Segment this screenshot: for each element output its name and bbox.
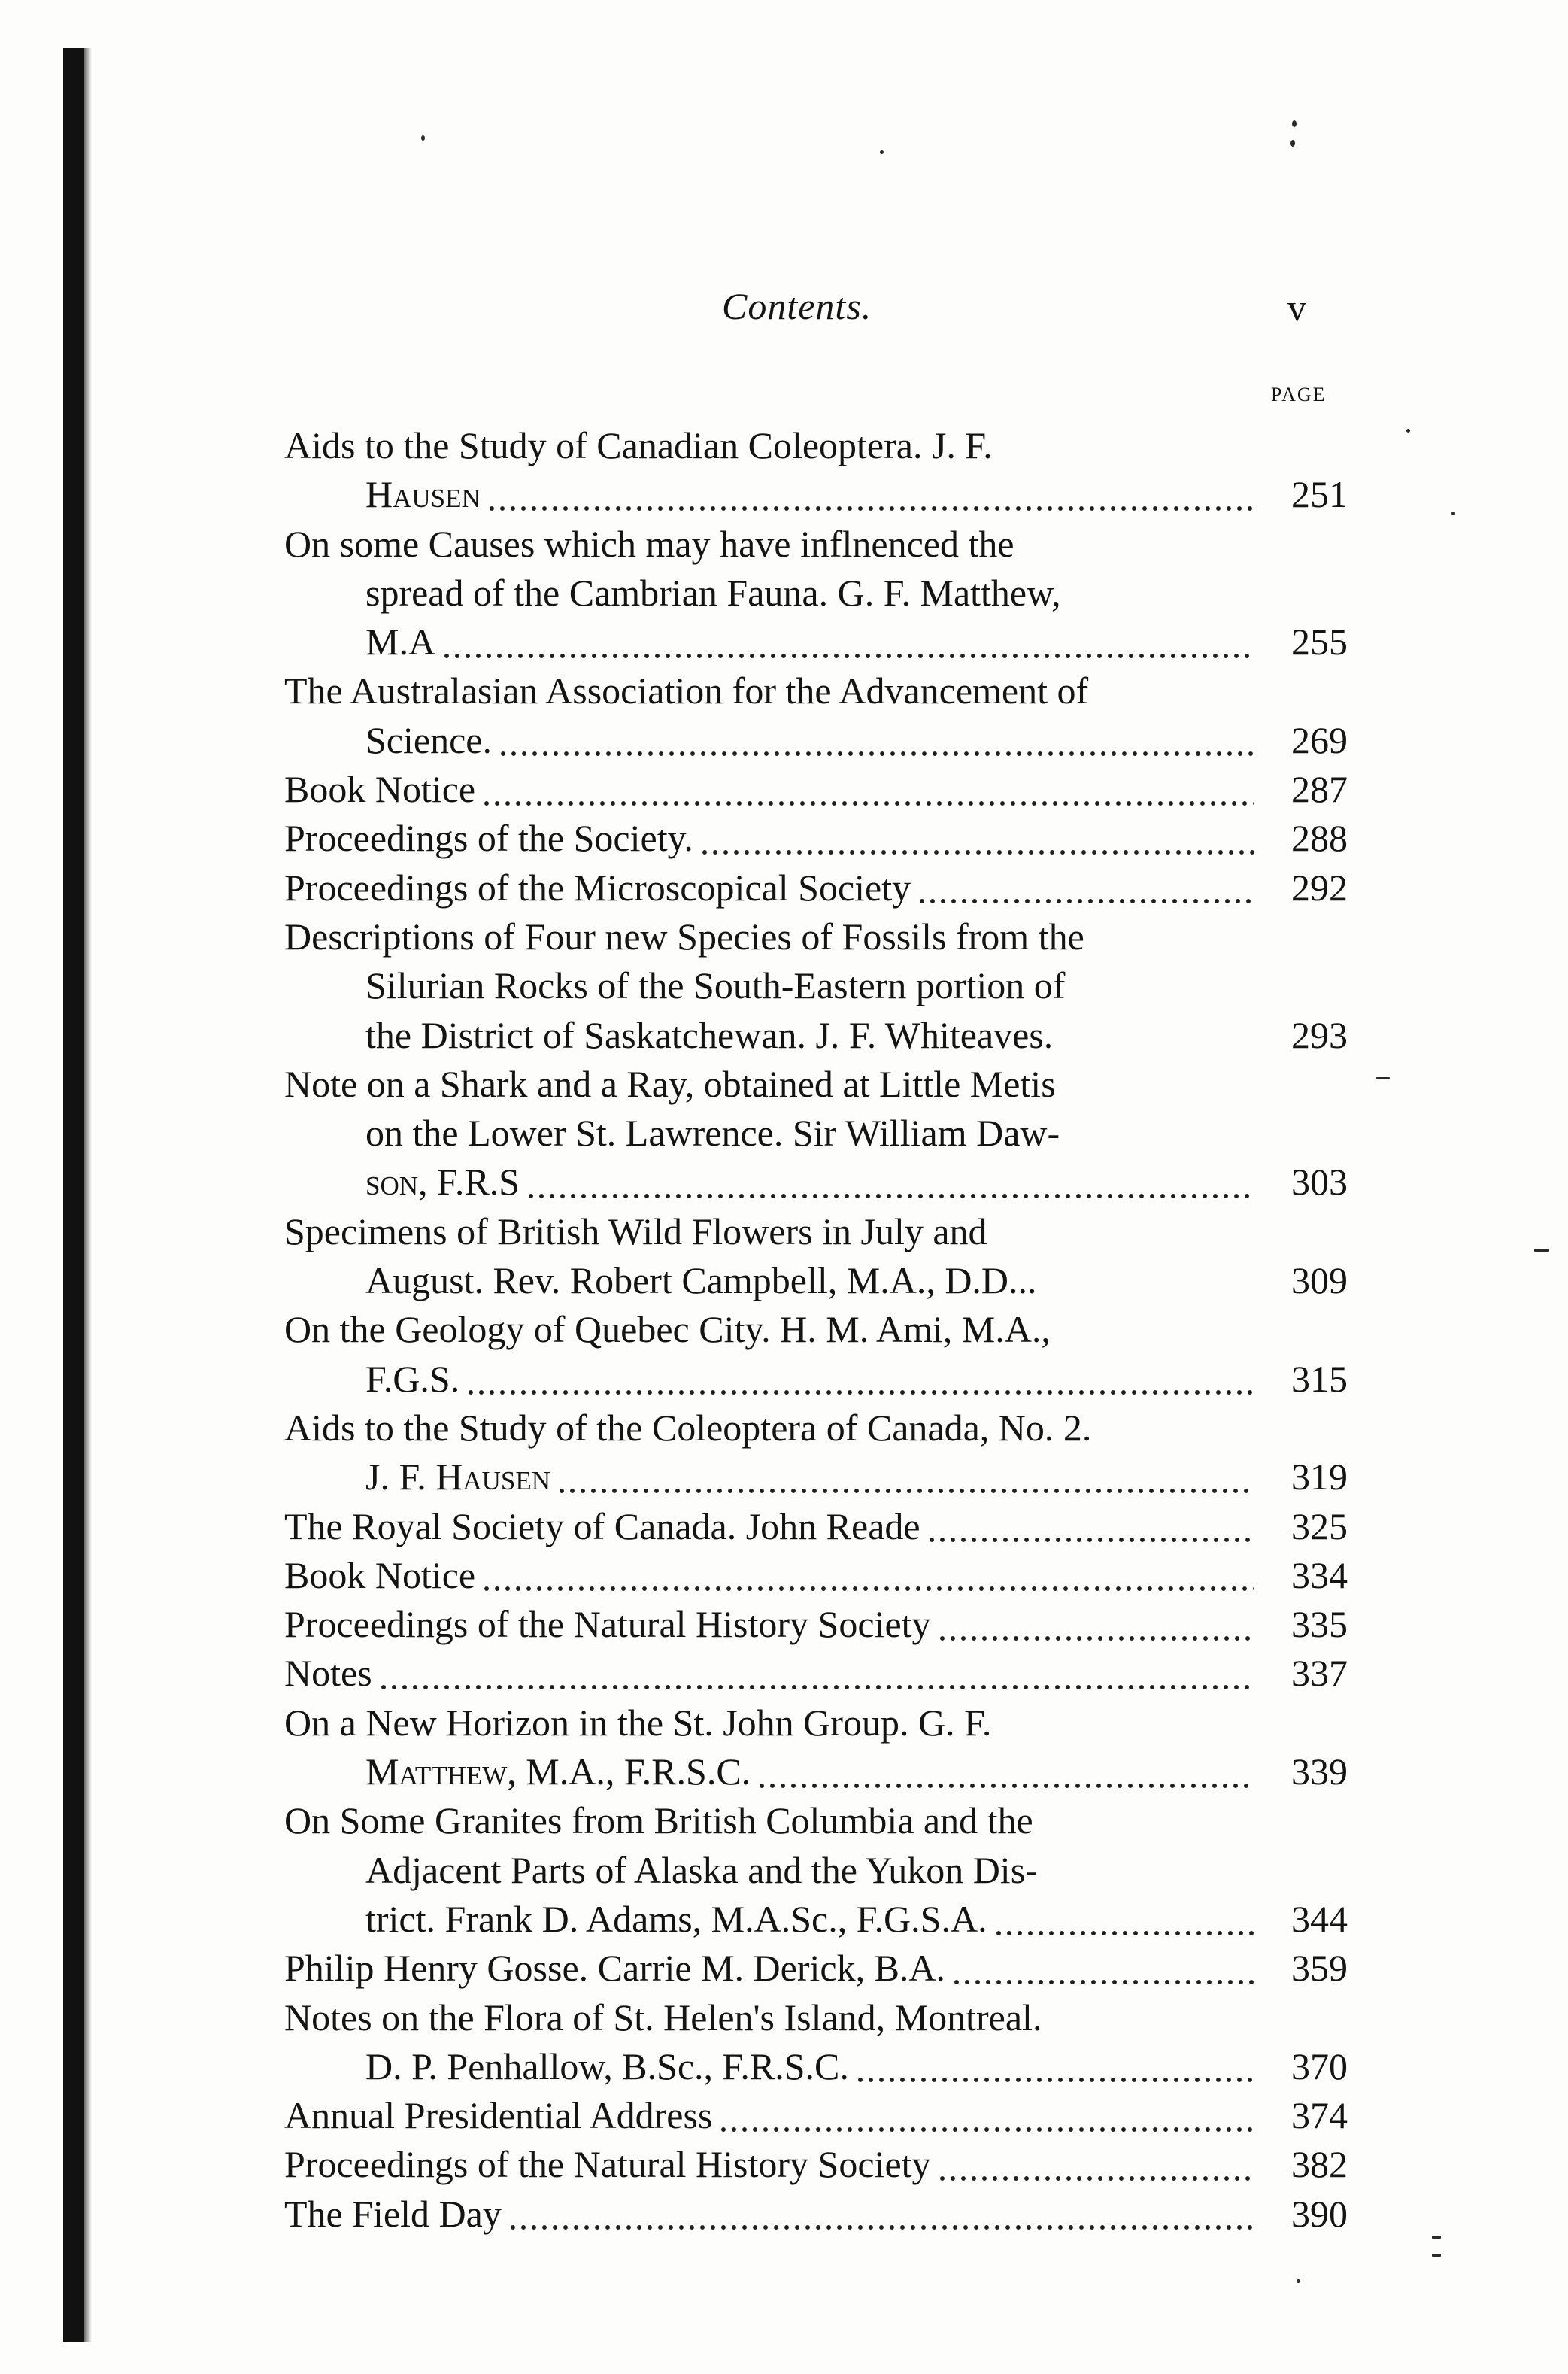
- toc-line: [284, 814, 1348, 863]
- dot-leader: [557, 1477, 1254, 1495]
- toc-page-number: 337: [1291, 1652, 1348, 1695]
- dot-leader: [487, 494, 1254, 512]
- toc-line-text: on the Lower St. Lawrence. Sir William Daw-: [365, 1112, 1060, 1155]
- toc-line-text: Descriptions of Four new Species of Fossils from the: [284, 915, 1084, 958]
- scan-speck: [1432, 2254, 1441, 2257]
- toc-line: [284, 961, 1348, 1010]
- toc-line-text: D. P. Penhallow, B.Sc., F.R.S.C.: [365, 2045, 849, 2087]
- toc-line: [284, 1993, 1348, 2042]
- binding-shadow: [63, 48, 84, 2342]
- toc-line-text: Hausen: [365, 473, 481, 516]
- toc-line-text: Proceedings of the Society.: [284, 817, 693, 860]
- dot-leader: [993, 1919, 1254, 1937]
- table-of-contents: [284, 421, 1348, 2239]
- toc-line: [284, 666, 1348, 715]
- toc-line: [284, 2190, 1348, 2239]
- toc-line: [284, 1207, 1348, 1256]
- toc-line: [284, 618, 1348, 666]
- toc-line-text: trict. Frank D. Adams, M.A.Sc., F.G.S.A.: [365, 1897, 987, 1940]
- toc-page-number: 325: [1291, 1504, 1348, 1547]
- toc-line-text: F.G.S.: [365, 1357, 460, 1400]
- dot-leader: [508, 2213, 1254, 2231]
- binding-shadow-fade: [84, 48, 92, 2342]
- toc-page-number: 370: [1291, 2045, 1348, 2087]
- dot-leader: [855, 2066, 1254, 2084]
- toc-line: [284, 1109, 1348, 1158]
- toc-page-number: 359: [1291, 1947, 1348, 1990]
- dot-leader: [951, 1968, 1254, 1986]
- toc-line: [284, 2042, 1348, 2091]
- toc-line: [284, 470, 1348, 519]
- toc-line-text: The Field Day: [284, 2192, 502, 2235]
- dot-leader: [699, 838, 1254, 856]
- toc-line: [284, 716, 1348, 765]
- toc-page-number: 288: [1291, 817, 1348, 860]
- toc-line: [284, 1699, 1348, 1747]
- toc-page-number: 382: [1291, 2143, 1348, 2186]
- dot-leader: [378, 1673, 1254, 1691]
- dot-leader: [757, 1771, 1254, 1790]
- dot-leader: [1059, 1034, 1254, 1052]
- toc-page-number: 269: [1291, 718, 1348, 761]
- scan-speck: [1406, 429, 1410, 433]
- toc-line-text: On a New Horizon in the St. John Group. G. F.: [284, 1701, 992, 1744]
- toc-line-text: Proceedings of the Natural History Society: [284, 1603, 931, 1646]
- toc-page-number: 374: [1291, 2094, 1348, 2137]
- toc-line: [284, 421, 1348, 470]
- scan-speck: [1290, 140, 1295, 147]
- toc-line: [284, 1404, 1348, 1453]
- scan-speck: [1432, 2236, 1441, 2239]
- toc-line-text: Philip Henry Gosse. Carrie M. Derick, B.A.: [284, 1947, 946, 1990]
- toc-line: [284, 1600, 1348, 1649]
- toc-line: [284, 1453, 1348, 1501]
- dot-leader: [481, 789, 1254, 807]
- toc-line-text: Matthew, M.A., F.R.S.C.: [365, 1750, 751, 1793]
- toc-line-text: Aids to the Study of the Coleoptera of Canada, No. 2.: [284, 1406, 1092, 1449]
- toc-line: [284, 1502, 1348, 1551]
- toc-page-number: 339: [1291, 1750, 1348, 1793]
- toc-line-text: Adjacent Parts of Alaska and the Yukon Dis-: [365, 1848, 1038, 1891]
- toc-line: [284, 1305, 1348, 1354]
- dot-leader: [441, 642, 1254, 660]
- scan-speck: [1534, 1249, 1549, 1252]
- toc-page-number: 303: [1291, 1161, 1348, 1204]
- toc-line-text: August. Rev. Robert Campbell, M.A., D.D...: [365, 1259, 1037, 1302]
- toc-line: [284, 1747, 1348, 1796]
- toc-line-text: spread of the Cambrian Fauna. G. F. Matthew,: [365, 571, 1061, 614]
- page-column-heading: PAGE: [1271, 384, 1327, 405]
- toc-line: [284, 569, 1348, 618]
- toc-line: [284, 520, 1348, 569]
- dot-leader: [1043, 1280, 1254, 1298]
- dot-leader: [927, 1525, 1254, 1544]
- toc-line-text: Proceedings of the Microscopical Society: [284, 866, 911, 909]
- dot-leader: [937, 2164, 1254, 2182]
- toc-page-number: 344: [1291, 1897, 1348, 1940]
- dot-leader: [937, 1624, 1254, 1642]
- toc-page-number: 334: [1291, 1553, 1348, 1596]
- toc-line-text: Book Notice: [284, 1553, 476, 1596]
- dot-leader: [917, 887, 1254, 905]
- toc-line: [284, 912, 1348, 961]
- toc-line-text: M.A: [365, 621, 436, 663]
- toc-line-text: Notes on the Flora of St. Helen's Island, Montreal.: [284, 1996, 1042, 2039]
- toc-line-text: On some Causes which may have inflnenced the: [284, 522, 1014, 565]
- toc-line-text: Notes: [284, 1652, 372, 1695]
- scan-speck: [1292, 120, 1297, 127]
- toc-page-number: 251: [1291, 473, 1348, 516]
- dot-leader: [481, 1574, 1254, 1592]
- scan-speck: [421, 135, 425, 141]
- dot-leader: [526, 1182, 1254, 1200]
- toc-page-number: 255: [1291, 621, 1348, 663]
- running-head: Contents.: [722, 285, 872, 327]
- toc-line: [284, 2091, 1348, 2140]
- toc-line-text: J. F. Hausen: [365, 1456, 551, 1498]
- toc-page-number: 309: [1291, 1259, 1348, 1302]
- toc-line: [284, 765, 1348, 814]
- toc-line: [284, 1551, 1348, 1600]
- page-number: v: [1287, 287, 1306, 329]
- toc-line: [284, 1796, 1348, 1845]
- dot-leader: [498, 739, 1254, 757]
- toc-line: [284, 1895, 1348, 1944]
- toc-page-number: 292: [1291, 866, 1348, 909]
- scan-speck: [1451, 512, 1455, 515]
- toc-page-number: 390: [1291, 2192, 1348, 2235]
- toc-line-text: Book Notice: [284, 768, 476, 811]
- toc-line: [284, 1649, 1348, 1698]
- toc-line: [284, 1355, 1348, 1404]
- toc-line: [284, 2140, 1348, 2189]
- toc-line: [284, 1944, 1348, 1993]
- toc-line-text: The Australasian Association for the Advancement of: [284, 669, 1089, 712]
- scan-speck: [1376, 1077, 1390, 1079]
- toc-line-text: Silurian Rocks of the South-Eastern portion of: [365, 964, 1066, 1007]
- toc-line: [284, 1011, 1348, 1060]
- toc-line: [284, 1158, 1348, 1207]
- toc-line-text: Science.: [365, 718, 492, 761]
- toc-page-number: 293: [1291, 1013, 1348, 1056]
- toc-line: [284, 1256, 1348, 1305]
- toc-line-text: On Some Granites from British Columbia and the: [284, 1799, 1033, 1842]
- toc-page-number: 315: [1291, 1357, 1348, 1400]
- toc-page-number: 287: [1291, 768, 1348, 811]
- toc-line-text: son, F.R.S: [365, 1161, 520, 1204]
- toc-line-text: Note on a Shark and a Ray, obtained at Little Metis: [284, 1062, 1056, 1105]
- scan-speck: [1297, 2279, 1300, 2283]
- toc-line-text: Aids to the Study of Canadian Coleoptera. J. F.: [284, 424, 993, 466]
- toc-line-text: On the Geology of Quebec City. H. M. Ami, M.A.,: [284, 1308, 1051, 1351]
- toc-line-text: Proceedings of the Natural History Society: [284, 2143, 931, 2186]
- toc-line-text: Specimens of British Wild Flowers in July and: [284, 1210, 987, 1252]
- toc-line: [284, 864, 1348, 912]
- dot-leader: [718, 2115, 1254, 2133]
- toc-page-number: 335: [1291, 1603, 1348, 1646]
- toc-line: [284, 1060, 1348, 1109]
- toc-line-text: Annual Presidential Address: [284, 2094, 713, 2137]
- toc-line: [284, 1846, 1348, 1895]
- dot-leader: [466, 1378, 1254, 1396]
- toc-line-text: The Royal Society of Canada. John Reade: [284, 1504, 920, 1547]
- toc-page-number: 319: [1291, 1456, 1348, 1498]
- scan-speck: [880, 150, 884, 154]
- toc-line-text: the District of Saskatchewan. J. F. Whiteaves.: [365, 1013, 1054, 1056]
